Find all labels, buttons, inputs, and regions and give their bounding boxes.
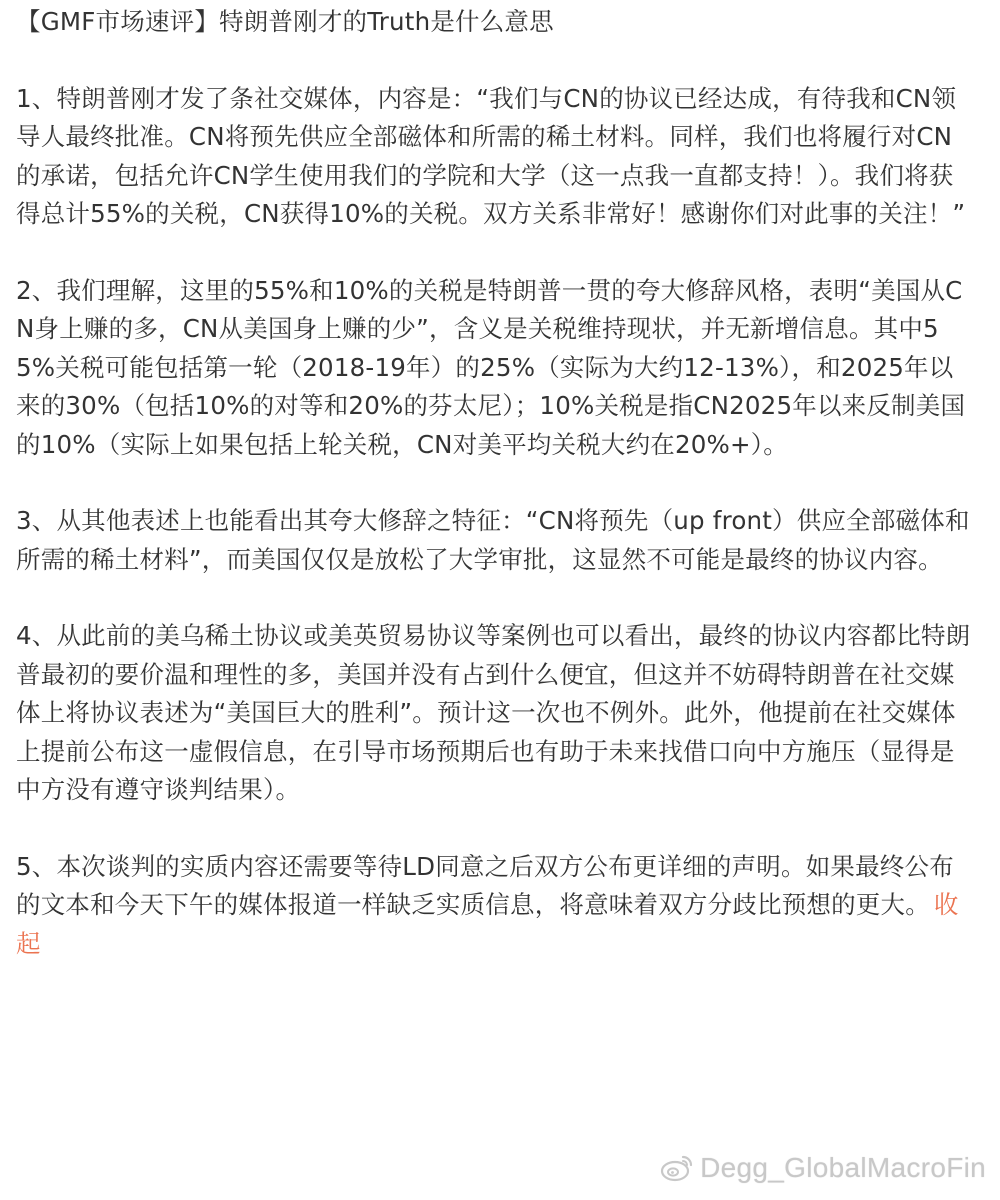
post-content bbox=[16, 0, 976, 963]
weibo-icon bbox=[660, 1154, 694, 1182]
collapse-link[interactable]: 收起 bbox=[16, 890, 959, 958]
watermark-text: Degg_GlobalMacroFin bbox=[700, 1152, 986, 1183]
paragraph-3: 3、从其他表述上也能看出其夸大修辞之特征：“CN将预先（up front）供应全部磁体和所需的稀土材料”，而美国仅仅是放松了大学审批，这显然不可能是最终的协议内容。 bbox=[16, 506, 970, 574]
post-title: 【GMF市场速评】特朗普刚才的Truth是什么意思 bbox=[16, 7, 554, 36]
paragraph-1: 1、特朗普刚才发了条社交媒体，内容是：“我们与CN的协议已经达成，有待我和CN领导人最终批准。CN将预先供应全部磁体和所需的稀土材料。同样，我们也将履行对CN的承诺，包括允许CN学生使用我们的学院和大学（这一点我一直都支持！）。我们将获得总计55%的关税，CN获得10%的关税。双方关系非常好！感谢你们对此事的关注！” bbox=[16, 83, 966, 228]
paragraph-5 bbox=[16, 848, 976, 964]
paragraph-5-text: 5、本次谈判的实质内容还需要等待LD同意之后双方公布更详细的声明。如果最终公布的文本和今天下午的媒体报道一样缺乏实质信息，将意味着双方分歧比预想的更大。 bbox=[16, 851, 954, 919]
paragraph-4: 4、从此前的美乌稀土协议或美英贸易协议等案例也可以看出，最终的协议内容都比特朗普最初的要价温和理性的多，美国并没有占到什么便宜，但这并不妨碍特朗普在社交媒体上将协议表述为“美国巨大的胜利”。预计这一次也不例外。此外，他提前在社交媒体上提前公布这一虚假信息，在引导市场预期后也有助于未来找借口向中方施压（显得是中方没有遵守谈判结果）。 bbox=[16, 621, 971, 804]
paragraph-2: 2、我们理解，这里的55%和10%的关税是特朗普一贯的夸大修辞风格，表明“美国从CN身上赚的多，CN从美国身上赚的少”，含义是关税维持现状，并无新增信息。其中55%关税可能包括第一轮（2018-19年）的25%（实际为大约12-13%），和2025年以来的30%（包括10%的对等和20%的芬太尼）；10%关税是指CN2025年以来反制美国的10%（实际上如果包括上轮关税，CN对美平均关税大约在20%+）。 bbox=[16, 275, 966, 459]
watermark bbox=[660, 1152, 986, 1184]
